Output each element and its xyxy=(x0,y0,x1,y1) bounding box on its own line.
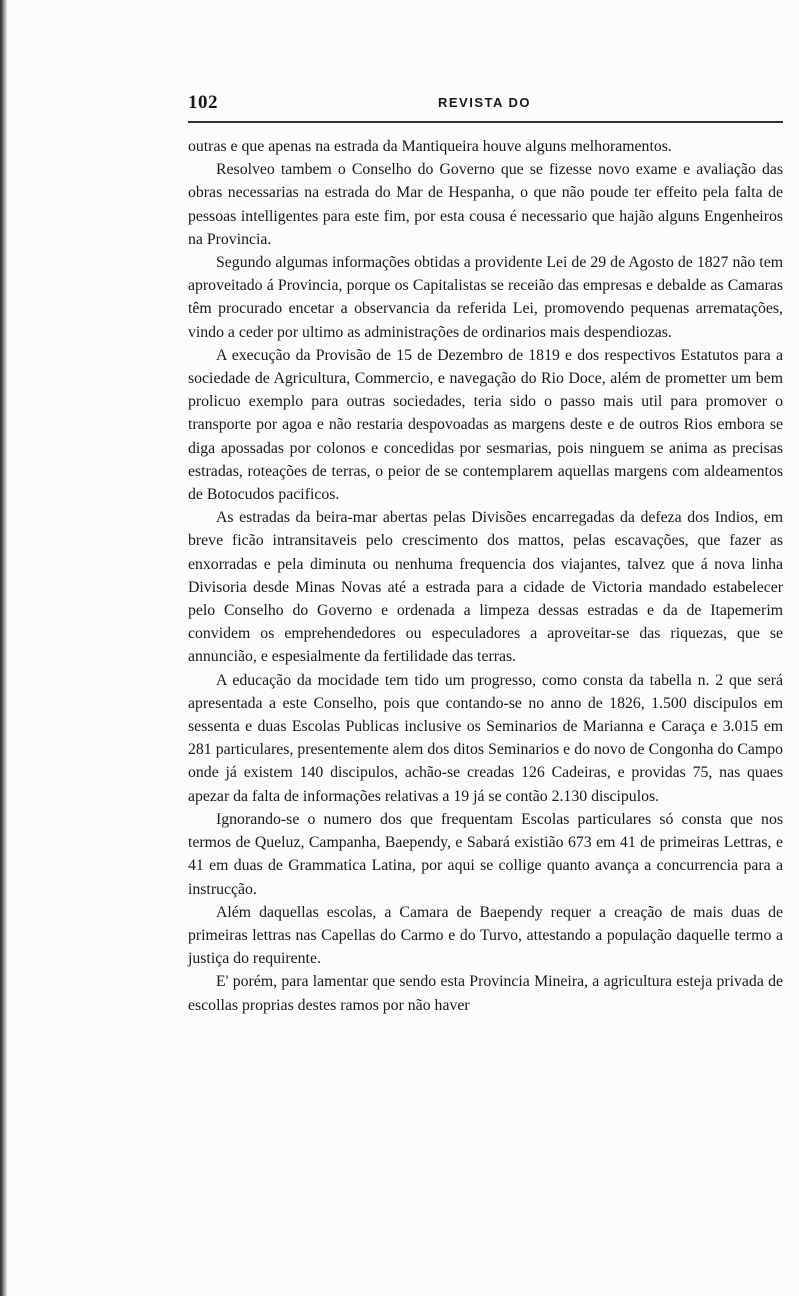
binding-edge xyxy=(0,0,7,1296)
paragraph: E' porém, para lamentar que sendo esta Provincia Mineira, a agricultura esteja privada de escollas proprias destes ramos por não haver xyxy=(188,973,783,1014)
header-rule xyxy=(188,121,783,123)
paragraph: A educação da mocidade tem tido um progresso, como consta da tabella n. 2 que será apresentada a este Conselho, pois que contando-se no anno de 1826, 1.500 discipulos em sessenta e duas Escolas Publicas inclusive os Seminarios de Marianna e Caraça e 3.015 em 281 particulares, presentemente alem dos ditos Seminarios e do novo de Congonha do Campo onde já existem 140 discipulos, achão-se creadas 126 Cadeiras, e providas 75, nas quaes apezar da falta de informações relativas a 19 já se contão 2.130 discipulos. xyxy=(188,671,783,805)
paragraph: outras e que apenas na estrada da Mantiqueira houve alguns melhoramentos. xyxy=(188,138,672,155)
paragraph: Ignorando-se o numero dos que frequentam Escolas particulares só consta que nos termos de Queluz, Campanha, Baependy, e Sabará existião 673 em 41 de primeiras Lettras, e 41 em duas de Grammatica Latina, por aqui se collige quanto avança a concurrencia para a instrucção. xyxy=(188,810,783,898)
paragraph: Resolveo tambem o Conselho do Governo que se fizesse novo exame e avaliação das obras necessarias na estrada do Mar de Hespanha, o que não poude ter effeito pela falta de pessoas intelligentes para este fim, por esta cousa é necessario que hajão alguns Engenheiros na Provincia. xyxy=(188,161,783,248)
paragraph: A execução da Provisão de 15 de Dezembro de 1819 e dos respectivos Estatutos para a sociedade de Agricultura, Commercio, e navegação do Rio Doce, além de prometter um bem prolicuo exemplo para outras sociedades, teria sido o passo mais util para promover o transporte por agoa e não restaria despovoadas as margens deste e de outros Rios embora se diga apossadas por colonos e concedidas por sesmarias, pois ninguem se anima as precisas estradas, roteações de terras, o peior de se contemplarem aquellas margens com aldeamentos de Botocudos pacificos. xyxy=(188,346,783,504)
running-head: REVISTA DO xyxy=(438,95,532,110)
paragraph: As estradas da beira-mar abertas pelas Divisões encarregadas da defeza dos Indios, em breve ficão intransitaveis pelo crescimento dos mattos, pelas escavações, que fazer as enxorradas e pela diminuta ou nenhuma frequencia dos viajantes, talvez que á nova linha Divisoria desde Minas Novas até a estrada para a cidade de Victoria mandado estabelecer pelo Conselho do Governo e ordenada a limpeza dessas estradas e da de Itapemerim convidem os emprehendedores ou especuladores a aproveitar-se das riquezas, que se annuncião, e espesialmente da fertilidade das terras. xyxy=(188,509,783,666)
paragraph: Segundo algumas informações obtidas a providente Lei de 29 de Agosto de 1827 não tem aproveitado á Provincia, porque os Capitalistas se receião das empresas e debalde as Camaras têm procurado encetar a observancia da referida Lei, promovendo pequenas arrematações, vindo a ceder por ultimo as administrações de ordinarios mais despendiozas. xyxy=(188,254,783,341)
body-text xyxy=(188,135,783,1017)
paragraph: Além daquellas escolas, a Camara de Baependy requer a creação de mais duas de primeiras lettras nas Capellas do Carmo e do Turvo, attestando a população daquelle termo a justiça do requirente. xyxy=(188,903,783,968)
page-header xyxy=(188,92,783,120)
page-number: 102 xyxy=(188,92,218,113)
